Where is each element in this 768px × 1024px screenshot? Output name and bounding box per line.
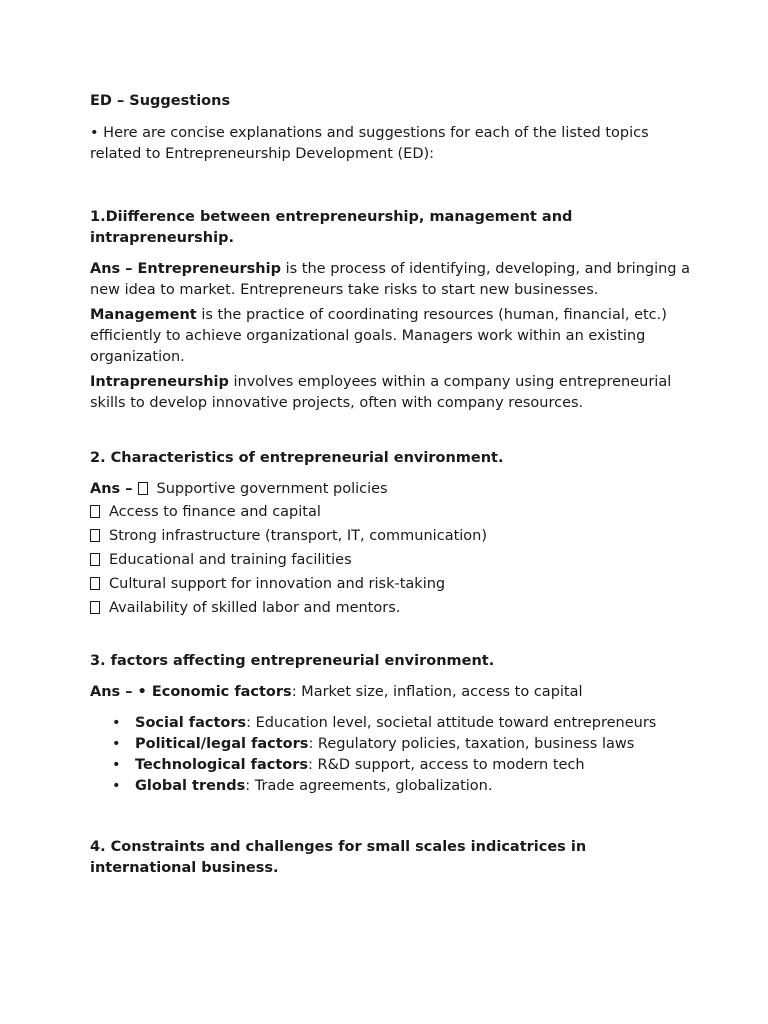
factor-item [90, 713, 690, 734]
answer-prefix: Ans – [90, 481, 138, 497]
section-4-heading: 4. Constraints and challenges for small scales indicatrices in international business. [90, 839, 587, 876]
factor-item [90, 755, 690, 776]
factor-text: : Education level, societal attitude toward entrepreneurs [246, 715, 657, 731]
factor-item [90, 682, 690, 703]
factor-text: : Trade agreements, globalization. [245, 778, 493, 794]
factor-term: Technological factors [135, 757, 309, 773]
empty-square-glyph-icon [90, 553, 100, 566]
empty-square-glyph-icon [90, 505, 100, 518]
bullet-icon: • [112, 778, 121, 794]
characteristic-item: Cultural support for innovation and risk-taking [90, 572, 690, 596]
management-definition [90, 305, 690, 368]
intrapreneurship-definition [90, 372, 690, 414]
factor-term: Political/legal factors [135, 736, 309, 752]
factor-list [90, 713, 690, 797]
characteristic-item: Ans – Supportive government policies [90, 481, 388, 497]
term-intrapreneurship: Intrapreneurship [90, 374, 229, 390]
factor-text: : Regulatory policies, taxation, business laws [308, 736, 635, 752]
definition-text: is the process of identifying, developing, and bringing a new idea to market. Entrepreneurs take risks to start new businesses. [90, 261, 691, 298]
factor-text: : R&D support, access to modern tech [308, 757, 585, 773]
answer-prefix: Ans – [90, 261, 138, 277]
characteristic-item: Educational and training facilities [90, 548, 690, 572]
entrepreneurship-definition [90, 259, 690, 301]
section-2-heading: 2. Characteristics of entrepreneurial environment. [90, 450, 504, 466]
intro-text: Here are concise explanations and suggestions for each of the listed topics related to Entrepreneurship Development (ED): [90, 125, 649, 162]
section-3-heading: 3. factors affecting entrepreneurial environment. [90, 653, 495, 669]
characteristic-item: Availability of skilled labor and mentors. [90, 596, 690, 620]
factor-item [90, 734, 690, 755]
bullet-icon: • [112, 736, 121, 752]
section-1-heading: 1.Diifference between entrepreneurship, management and intrapreneurship. [90, 209, 573, 246]
empty-square-glyph-icon [90, 577, 100, 590]
characteristic-item: Strong infrastructure (transport, IT, communication) [90, 524, 690, 548]
answer-prefix: Ans – • [90, 684, 152, 700]
bullet-icon: • [112, 757, 121, 773]
empty-square-glyph-icon [90, 601, 100, 614]
empty-square-glyph-icon [90, 529, 100, 542]
term-entrepreneurship: Entrepreneurship [137, 261, 281, 277]
definition-text: involves employees within a company using entrepreneurial skills to develop innovative projects, often with company resources. [90, 374, 672, 411]
definition-text: is the practice of coordinating resources (human, financial, etc.) efficiently to achieve organizational goals. Managers work within an existing organization. [90, 307, 667, 365]
factor-term: Global trends [135, 778, 246, 794]
term-management: Management [90, 307, 197, 323]
factor-term: Social factors [135, 715, 247, 731]
factor-item [90, 776, 690, 797]
intro-bullet: • [90, 125, 99, 141]
characteristic-item: Access to finance and capital [90, 500, 690, 524]
document-title: ED – Suggestions [90, 93, 231, 109]
factor-text: : Market size, inflation, access to capital [291, 684, 583, 700]
bullet-icon: • [112, 715, 121, 731]
factor-term: Economic factors [151, 684, 292, 700]
document-page [90, 90, 690, 879]
intro-paragraph [90, 123, 690, 165]
empty-square-glyph-icon [138, 482, 148, 495]
